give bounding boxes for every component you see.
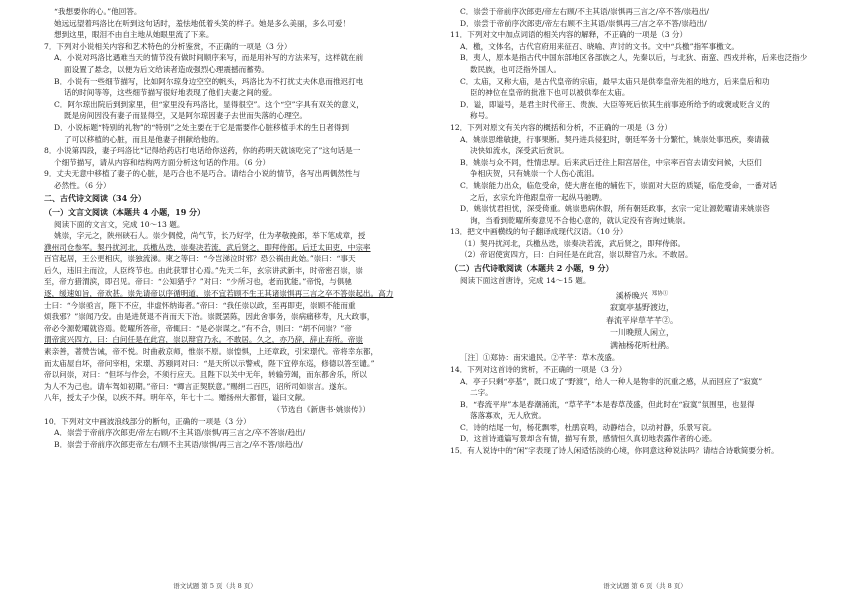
text-line: 11．下列对文中加点词语的相关内容的解释，不正确的一项是（3 分） bbox=[450, 30, 688, 40]
text-line: B．“春流平岸”本是春潮涌流，“草芊芊”本是春草茂盛，但此时在“寂寞”氛围里，也显得 bbox=[460, 399, 755, 409]
text-line: A．亭子只剩“亭基”，既口成了“野渡”，给人一种人是物非的沉重之感，从而回应了“寂寞” bbox=[460, 376, 763, 386]
text-line: 决快如流水，深受武后赏识。 bbox=[470, 146, 569, 156]
poem-body bbox=[450, 302, 834, 352]
text-line: D．小说标题“特别的礼物”的“特别”之处主要在于它是需要作心脏移植手术的生日者得到 bbox=[54, 122, 349, 132]
right-page bbox=[430, 0, 860, 595]
page-footer: 语文试题 第 5 页（共 8 页） bbox=[173, 582, 257, 590]
passage-line: 谓帝寅兴四方，曰：白问任是在此宫，崇以辩官乃永。不敢居。久之，亦乃辞，辞止弃所。帝崇 bbox=[44, 335, 363, 345]
text-line: （2）帝诏使寅四方，曰：白问任是在此宫，崇以辩官乃永。不敢居。 bbox=[460, 250, 693, 260]
text-line: 15．有人说诗中的“闲”字表现了诗人闲适恬淡的心境，你同意这种说法吗？请结合诗歌简要分析。 bbox=[450, 446, 779, 456]
right-question-block bbox=[450, 6, 834, 261]
poem-line: 春流平岸草芊芊②。 bbox=[606, 315, 678, 325]
subsection-heading: （二）古代诗歌阅读（本题共 2 小题，9 分） bbox=[450, 263, 614, 274]
text-line: （1）契丹扰河北，兵檄丛迭，崇奏决若流，武后贤之，即拜侍郎。 bbox=[460, 238, 686, 248]
text-line: D．谥，即谥号，是君主时代帝王、贵族、大臣等死后依其生前事迹所给予的或褒或贬含义的 bbox=[460, 99, 770, 109]
text-line: 8．小说第四段，妻子玛洛比“记得给药店打电话给你送药，你的药明天就该吃完了”这句话是一 bbox=[44, 146, 361, 156]
passage-line: 后久，违旧主而泣，人臣终节也。由此获罪甘心焉。”先天二年，玄宗讲武新丰，时帝密召崇，崇 bbox=[44, 265, 364, 275]
text-line: C．姚崇能力出众，临危受命，使大唐在他的辅佐下，崇面对大臣的质疑，临危受命，一番对话 bbox=[460, 180, 778, 190]
text-line: 落落寡欢，无人欣赏。 bbox=[470, 411, 546, 421]
text-line: 数民族，也可泛指外国人。 bbox=[470, 64, 562, 74]
poem-line: 满袖杨花听杜鹃。 bbox=[610, 340, 674, 350]
text-line: B．小说有一些细节描写，比如阿尔琼身边空空的帆头，玛洛比为不打扰丈夫休息而推迟打电 bbox=[54, 76, 364, 86]
passage-line: 帝以问崇，对曰：“但坏与作会，不须行应天。且陛下以关中无年，转输劳竭，而东都舍乐，所以 bbox=[44, 370, 367, 380]
poem-author: 郑协① bbox=[651, 290, 669, 297]
text-line: 9．丈夫无意中移植了妻子的心脏，是巧合也不是巧合。请结合小说的情节，各写出两偶然性与 bbox=[44, 169, 361, 179]
poem-title bbox=[450, 288, 834, 303]
subsection-heading: （一）文言文阅读（本题共 4 小题，19 分） bbox=[44, 206, 206, 217]
section-heading: 二、古代诗文阅读（34 分） bbox=[44, 192, 146, 203]
poem-questions bbox=[450, 364, 834, 457]
poem-note: ［注］①郑协：南宋遗民。②芊芊：草木茂盛。 bbox=[460, 353, 620, 363]
text-line: 必然性。（6 分） bbox=[54, 180, 111, 190]
text-line: C．阿尔琼出院后到到家里，但“家里没有玛洛比，显得很空”。这个“空”字具有双关的意义， bbox=[54, 99, 364, 109]
passage-line: 而太庙屋自坏，帝问宰相，宋璟、苏颋同对曰：“是天所以示警戒，陛下宜停东巡，修德以答至谴。” bbox=[44, 358, 375, 368]
text-line: 臣的神位在皇帝的批准下也可以被供奉在太庙。 bbox=[470, 88, 630, 98]
text-line: 询，当看到乾曜所奏意见不合他心意的，就认定没有咨询过姚崇。 bbox=[470, 215, 691, 225]
text-line: C．太庙，又称大庙，是古代皇帝的宗庙，最早太庙只是供奉皇帝先祖的地方，后来皇后和功 bbox=[460, 76, 770, 86]
option-10b: B．崇尝于帝前序次郎吏帝左右/顾不主其语/崇惧/再三言之/卒不答/崇趋出/ bbox=[54, 439, 303, 449]
text-line: 既是房间因没有妻子而显得空，又是阿尔琼因妻子去世而失落的心理空。 bbox=[64, 111, 307, 121]
text-line: D．姚崇忧君担忧，深受倚重。姚崇患病休假，所有朝廷政事，玄宗一定让源乾曜请来姚崇咨 bbox=[460, 204, 770, 214]
text-line: B．夷人，原本是指古代中国东部地区各部族之人，先秦以后，与北狄、南蛮、西戎并称，后来也泛指少 bbox=[460, 53, 808, 63]
text-line: 7．下列对小说相关内容和艺术特色的分析鉴赏，不正确的一项是（3 分） bbox=[44, 41, 292, 51]
text-line: 称号。 bbox=[470, 111, 493, 121]
text-line: 二字。 bbox=[470, 388, 493, 398]
reading-instruction: 阅读下面的文言文，完成 10～13 题。 bbox=[54, 219, 185, 229]
text-line: 13．把文中画横线的句子翻译成现代汉语。（10 分） bbox=[450, 227, 628, 237]
passage-line: 百官起居，王公更相庆，崇独流涕。柬之等曰：“今岂涕泣时邪？恐公祸由此始。”崇曰：“事天 bbox=[44, 254, 356, 264]
text-line: C．崇尝于帝前序次郎吏/帝左右顾/不主其语/崇惧再三言之/卒不答/崇趋出/ bbox=[460, 7, 709, 16]
passage-line: 士曰：“今崇亟言，陛下不应，非虚怀纳诲者。”帝曰：“我任崇以政，至再即吏，崇顾不能而重 bbox=[44, 300, 356, 310]
text-line: 话的时间等等，这些细节描写很好地表现了他们夫妻之间的爱。 bbox=[64, 88, 277, 98]
option-10a: A．崇尝于帝前序次郎吏/帝左右顾/不主其语/崇惧/再三言之/卒不答崇/趋出/ bbox=[54, 428, 306, 438]
poem-line: 寂寞亭基野渡边， bbox=[610, 303, 674, 313]
page-footer: 语文试题 第 6 页（共 8 页） bbox=[603, 582, 687, 590]
text-line: 之后，玄宗允许他跟皇帝一起纵马驰聘。 bbox=[470, 192, 607, 202]
poem-title-text: 溪桥晚兴 bbox=[615, 291, 648, 301]
text-line: D．这首诗通篇写景却含有情，描写有景，感情恒久真切地表露作者的心迹。 bbox=[460, 434, 717, 444]
text-line: 争相庆贺，只有姚崇一个人伤心流泪。 bbox=[470, 169, 600, 179]
text-line: C．诗的结尾一句，杨花飘零，杜鹃哀鸣，动静结合，以动衬静，乐景写哀。 bbox=[460, 422, 717, 432]
question-10: 10．下列对文中画波浪线部分的断句，正确的一项是（3 分） bbox=[44, 416, 251, 426]
passage-line: 八年，授太子少保，以疾不拜。明年卒，年七十二。赠扬州大都督，谥曰文献。 bbox=[44, 393, 310, 403]
classical-passage bbox=[44, 230, 410, 404]
text-line: 了可以移植的心脏，而且是他妻子捐献给他的。 bbox=[64, 134, 224, 144]
text-line: A．檄，文体名，古代官府用来征召、晓喻、声讨的文书。文中“兵檄”指军事檄文。 bbox=[460, 41, 740, 51]
text-line: “我想要你的心。”他回答。 bbox=[54, 7, 142, 16]
passage-line: 姚崇，字元之，陕州硖石人。崇少倜傥，尚气节，长乃好学，仕为孝敬挽郎，举下笔成章，授 bbox=[54, 231, 366, 241]
text-line: 她远远望着玛洛比在听到这句话时，羞怯地低着头笑的样子。她是多么美丽，多么可爱！ bbox=[54, 18, 351, 28]
text-line: 面设置了悬念，以便为后文给读者造成强烈心理震撼而蓄势。 bbox=[64, 64, 270, 74]
passage-source: （节选自《新唐书·姚崇传》） bbox=[272, 405, 370, 414]
text-line: D．崇尝于帝前序次郎吏/帝左右顾不主其语/崇惧再三/言之卒不答/崇趋出/ bbox=[460, 18, 707, 28]
text-line: 个细节描写，请从内容和结构两方面分析这句话的作用。（6 分） bbox=[54, 157, 271, 167]
poem-line: 一川晚照人闲立， bbox=[610, 328, 674, 338]
passage-line: 烦我邪？”崇闻乃安。由是进贤退不肖而天下治。崇既罢陈，因此舍事务，崇病痛移寿，凡大政事， bbox=[44, 312, 375, 322]
text-line: 14．下列对这首诗的赏析，不正确的一项是（3 分） bbox=[450, 364, 627, 374]
passage-line: 素亲善，著赞告诫，帝不悦。时曲赦京师，惟崇不原。崇惶惧，上还章政，引宋璟代。帝将幸东都， bbox=[44, 347, 379, 357]
reading-instruction: 阅读下面这首唐诗，完成 14～15 题。 bbox=[460, 276, 591, 286]
text-line: 12．下列对原文有关内容的概括和分析，不正确的一项是（3 分） bbox=[450, 122, 672, 132]
text-line: A．姚崇思维敏捷，行事果断。契丹进兵侵犯时，朝廷军务十分繁忙，姚崇处事迅疾，奏请裁 bbox=[460, 134, 770, 144]
passage-line: 为人不为己也。请车驾如初期。”帝曰：“卿言正契朕意。”赐绢二百匹，诏所司如崇言。遂东。 bbox=[44, 381, 352, 391]
text-line: B．姚崇与众不同，性情忠厚。后来武后迁往上阳宫居住，中宗率百官去请安问候，大臣们 bbox=[460, 157, 762, 167]
passage-line: 逐，缓速如旨，帝欢甚。崇先请帝以序循明道，崇不宜若顾不生王其诸崇惧再三言之卒不答崇起出。高力 bbox=[44, 289, 394, 299]
text-line: A．小说对玛洛比遇难当天的情节没有做时间顺序来写，而是用补写的方法来写，这样就在前 bbox=[54, 53, 364, 63]
passage-line: 帝必令源乾曜就咨焉。乾曜所答帝，帝辄曰：“是必崇谋之。”有不合，则曰：“胡不问崇？”帝 bbox=[44, 323, 352, 333]
left-question-block bbox=[44, 6, 410, 192]
text-line: 想到这里，眼泪不由自主地从她眼里流了下来。 bbox=[54, 30, 214, 40]
passage-line: 濮州司仓参军。契丹扰河北，兵檄丛迭，崇奏决若流，武后贤之，即拜侍郎。后迁太田吏，中宗率 bbox=[44, 242, 371, 252]
passage-line: 至，帝方猎渭滨，即召见。帝曰：“公知猎乎？”对曰：“少所习也，老而犹能。”帝悦，与俱驰 bbox=[44, 277, 352, 287]
